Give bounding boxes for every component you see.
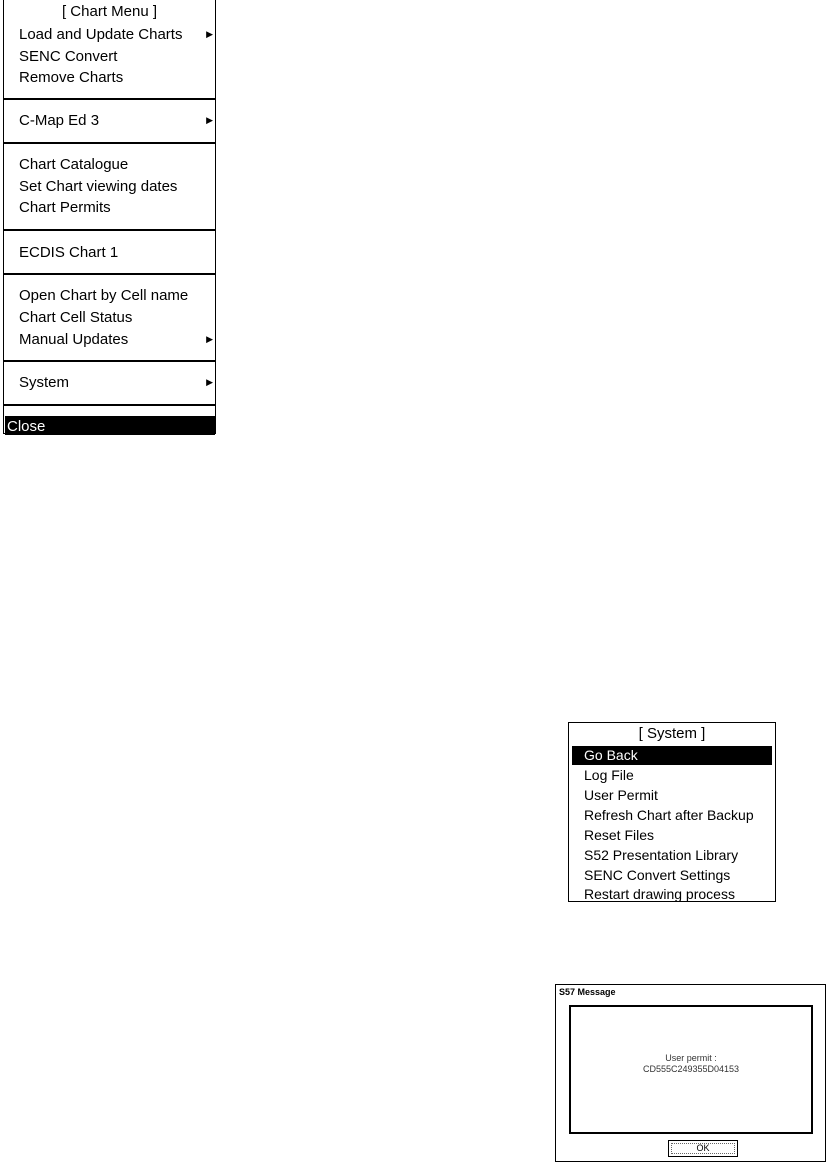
menu-item-label: SENC Convert Settings <box>584 867 731 883</box>
ok-button[interactable]: OK <box>668 1140 738 1157</box>
menu-item-label: System <box>19 374 70 391</box>
menu-item-s52-presentation-library[interactable] <box>572 846 772 865</box>
menu-item-label: User Permit <box>584 787 658 803</box>
menu-item-manual-updates[interactable] <box>4 329 215 350</box>
menu-item-log-file[interactable] <box>572 766 772 785</box>
menu-item-label: Restart drawing process <box>584 886 735 902</box>
menu-item-label: C-Map Ed 3 <box>19 112 100 129</box>
chart-menu-title: [ Chart Menu ] <box>61 3 158 20</box>
menu-item-reset-files[interactable] <box>572 826 772 845</box>
menu-separator <box>4 273 215 275</box>
submenu-arrow-icon: ▶ <box>206 377 213 387</box>
menu-item-label: Open Chart by Cell name <box>19 287 189 304</box>
chart-menu <box>3 0 216 434</box>
menu-item-label: Reset Files <box>584 827 655 843</box>
menu-item-chart-catalogue[interactable] <box>4 154 215 175</box>
submenu-arrow-icon: ▶ <box>206 334 213 344</box>
menu-item-load-and-update-charts[interactable] <box>4 24 215 45</box>
menu-separator <box>4 142 215 144</box>
system-menu-title: [ System ] <box>638 725 706 742</box>
menu-item-senc-convert-settings[interactable] <box>572 866 772 885</box>
s57-message-dialog <box>555 984 826 1162</box>
user-permit-label: User permit : <box>665 1053 717 1063</box>
menu-item-label: Load and Update Charts <box>19 26 183 43</box>
menu-item-label: ECDIS Chart 1 <box>19 244 119 261</box>
menu-item-label: Refresh Chart after Backup <box>584 807 754 823</box>
menu-separator <box>4 360 215 362</box>
system-menu <box>568 722 776 902</box>
menu-item-ecdis-chart-1[interactable] <box>4 242 215 263</box>
menu-item-system[interactable] <box>4 372 215 393</box>
menu-item-label: Remove Charts <box>19 69 124 86</box>
dialog-message-area <box>569 1005 813 1134</box>
menu-item-open-chart-by-cell-name[interactable] <box>4 285 215 306</box>
menu-item-label: Chart Permits <box>19 199 111 216</box>
menu-item-label: Chart Cell Status <box>19 309 133 326</box>
menu-item-chart-cell-status[interactable] <box>4 307 215 328</box>
menu-item-label: SENC Convert <box>19 48 118 65</box>
menu-item-label: Chart Catalogue <box>19 156 129 173</box>
menu-item-refresh-chart-after-backup[interactable] <box>572 806 772 825</box>
user-permit-value: CD555C249355D04153 <box>642 1064 740 1074</box>
menu-item-label: Manual Updates <box>19 331 129 348</box>
menu-item-label: Set Chart viewing dates <box>19 178 178 195</box>
submenu-arrow-icon: ▶ <box>206 29 213 39</box>
menu-item-restart-drawing-process[interactable] <box>572 885 772 904</box>
menu-item-set-chart-viewing-dates[interactable] <box>4 176 215 197</box>
menu-item-chart-permits[interactable] <box>4 197 215 218</box>
submenu-arrow-icon: ▶ <box>206 115 213 125</box>
menu-separator <box>4 98 215 100</box>
menu-item-user-permit[interactable] <box>572 786 772 805</box>
menu-item-label: Close <box>7 418 46 435</box>
dialog-title: S57 Message <box>559 987 616 997</box>
menu-item-c-map-ed-3[interactable] <box>4 110 215 131</box>
menu-item-senc-convert[interactable] <box>4 46 215 67</box>
menu-item-label: S52 Presentation Library <box>584 847 739 863</box>
menu-item-go-back[interactable] <box>572 746 772 765</box>
menu-item-close[interactable] <box>5 416 215 435</box>
menu-item-label: Go Back <box>584 747 638 763</box>
menu-separator <box>4 404 215 406</box>
menu-separator <box>4 229 215 231</box>
menu-item-remove-charts[interactable] <box>4 67 215 88</box>
menu-item-label: Log File <box>584 767 634 783</box>
